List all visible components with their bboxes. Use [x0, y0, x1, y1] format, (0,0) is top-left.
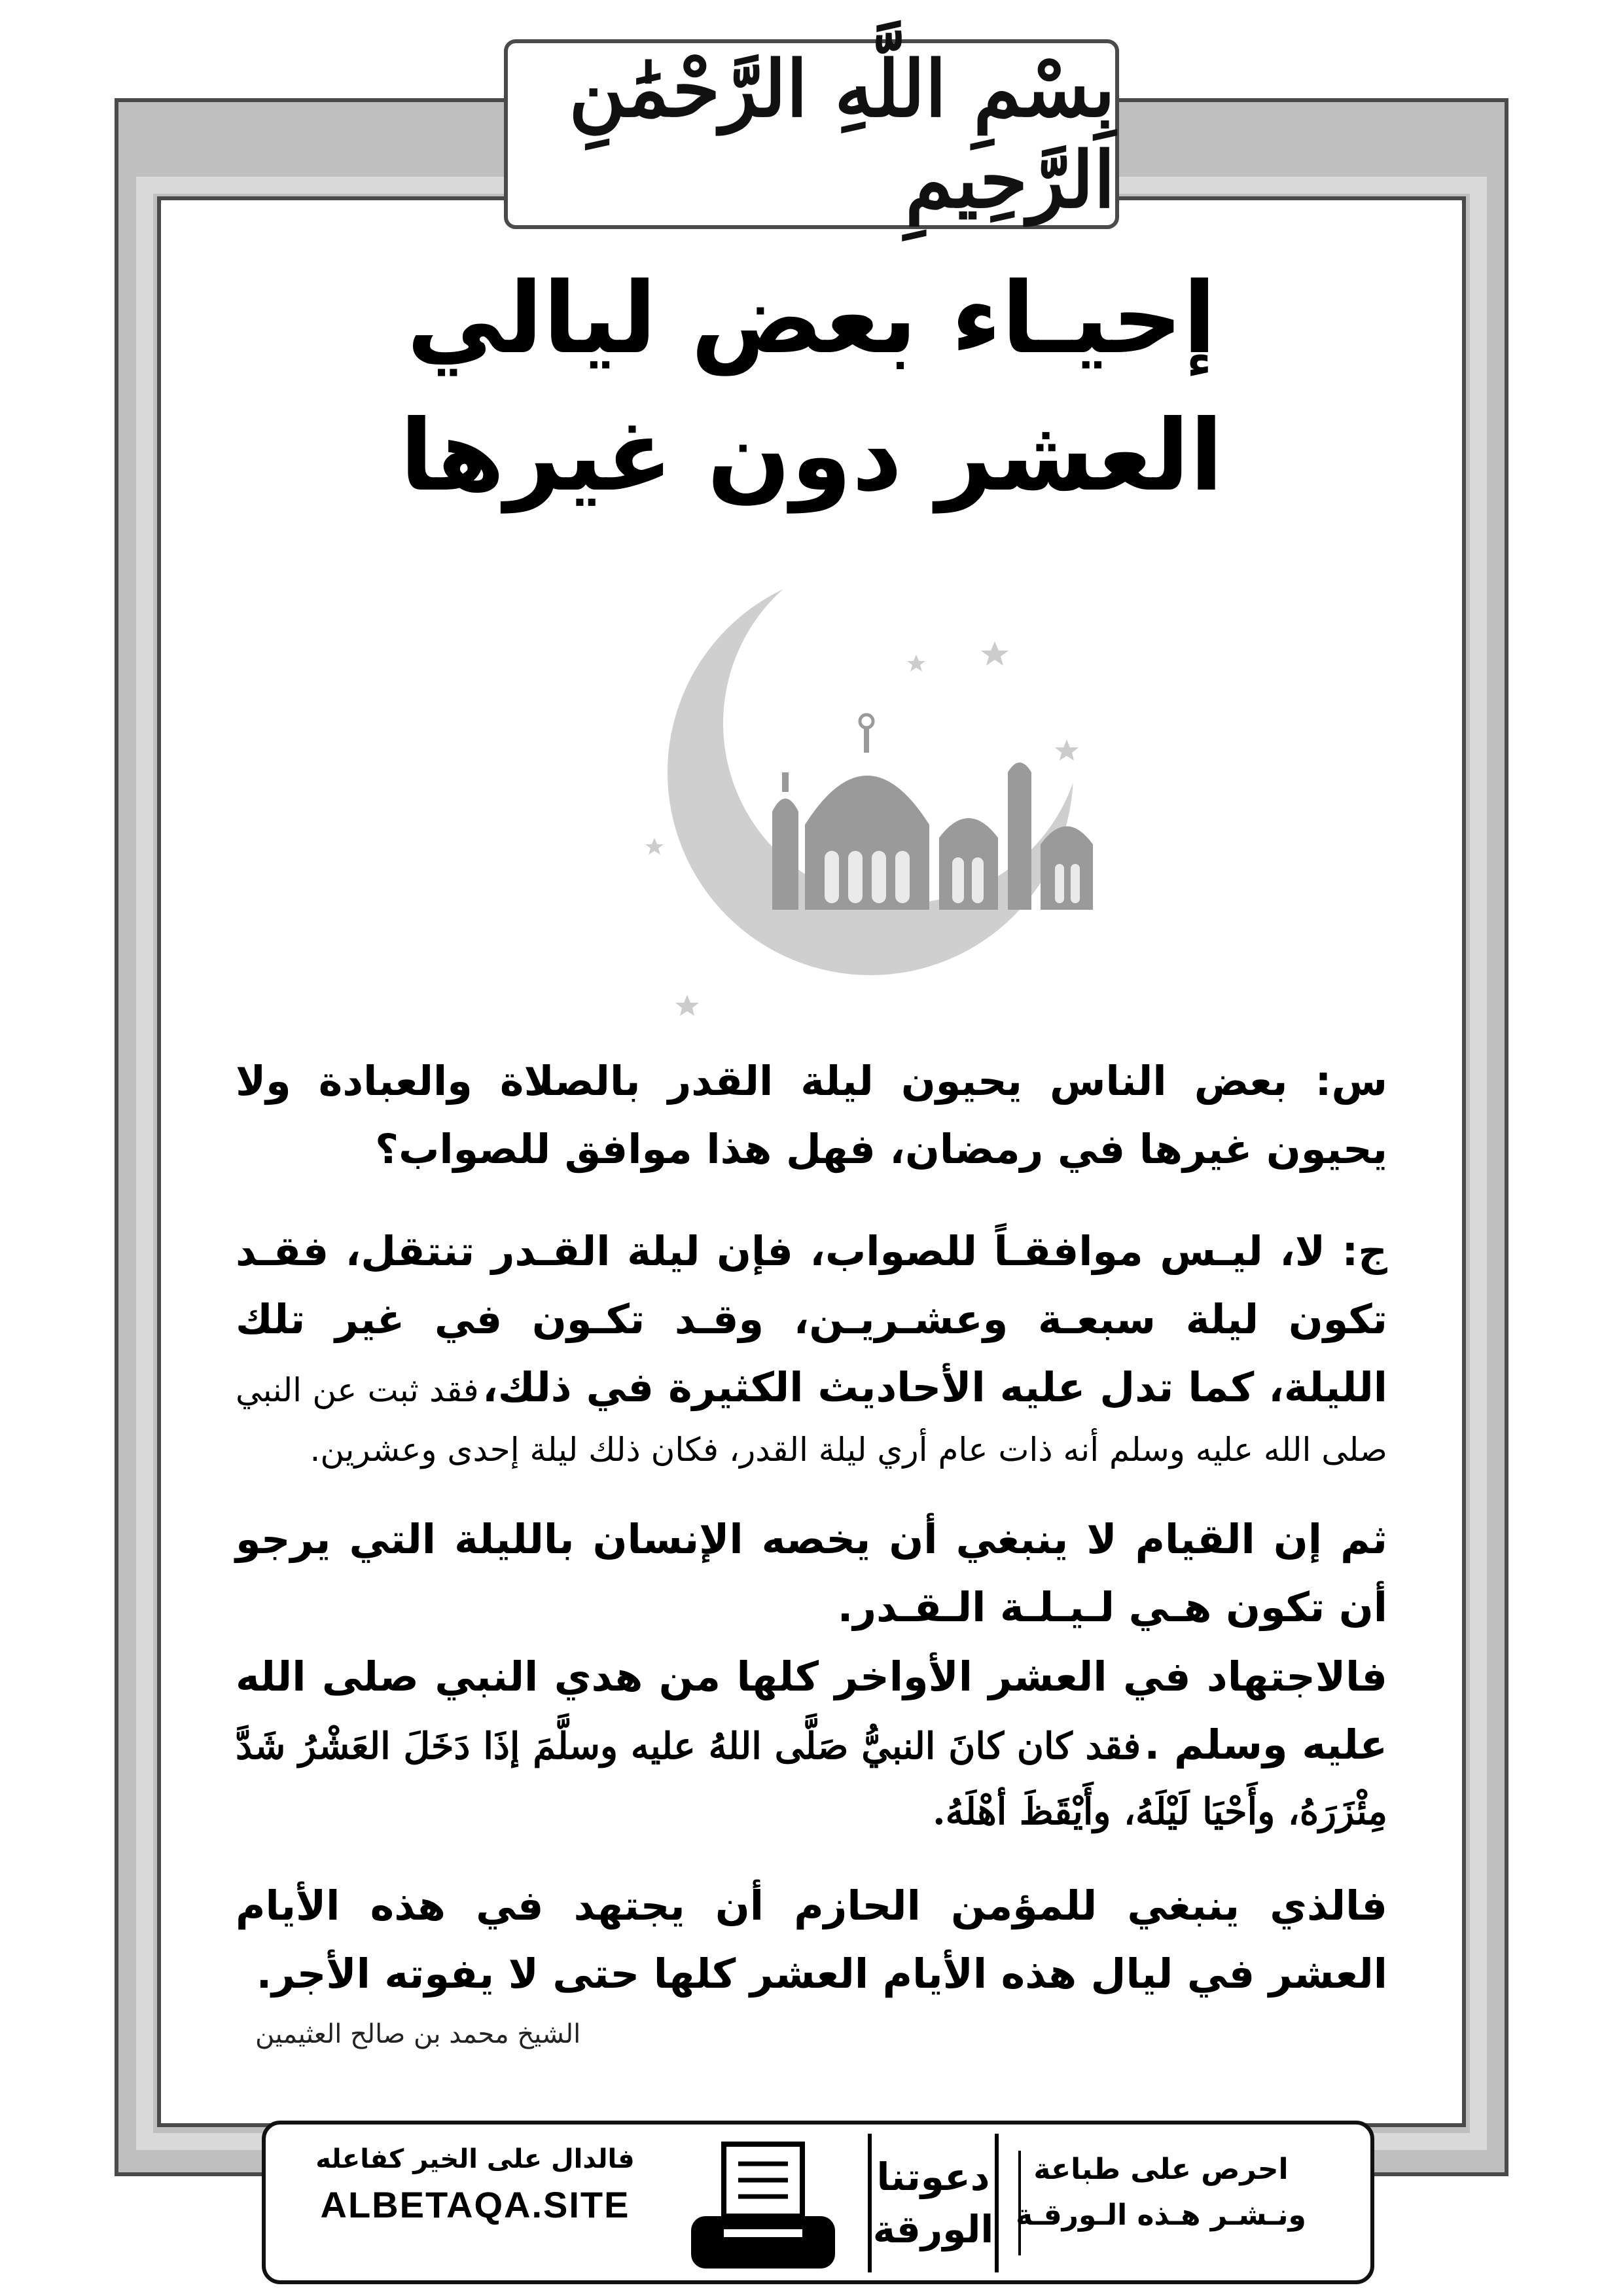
basmala: بِسْمِ اللَّهِ الرَّحْمَٰنِ الرَّحِيمِ — [569, 43, 1115, 225]
print-notice-line-2: ونـشـر هـذه الـورقـة — [1016, 2198, 1306, 2232]
footer-site-block — [292, 2144, 658, 2226]
hadith-quote: فقد كان كانَ النبيُّ صَلَّى اللهُ عليه وسلَّمَ إذَا دَخَلَ العَشْرُ شَدَّ مِئْزَرَهُ، وأَحْيَا لَيْلَهُ، وأَيْقَظَ أهْلَهُ. — [236, 1725, 1387, 1833]
footer-slogan: فالدال على الخير كفاعله — [315, 2144, 635, 2174]
print-notice — [991, 2147, 1331, 2238]
site-link[interactable]: ALBETAQA.SITE — [320, 2184, 630, 2225]
question-text: س: بعض الناس يحيون ليلة القدر بالصلاة والعبادة ولا يحيون غيرها في رمضان، فهل هذا موافق للصواب؟ — [236, 1057, 1387, 1173]
crescent-icon — [641, 576, 1165, 1047]
author-signature: الشيخ محمد بن صالح العثيمين — [255, 2019, 581, 2049]
basmala-plaque — [504, 39, 1119, 229]
page-title-line-2: العشر دون غيرها — [399, 399, 1224, 513]
answer-block — [236, 1217, 1387, 1478]
answer-paragraph-3-text: فالاجتهاد في العشر الأواخر كلها من هدي النبي صلى الله عليه وسلم . — [236, 1653, 1387, 1768]
page-title-line-1: إحيـاء بعض ليالي — [406, 262, 1217, 376]
answer-paragraph-1: ج: لا، ليـس موافقـاً للصواب، فإن ليلة القـدر تنتقل، فقـد تكون ليلة سبعـة وعشـريـن، وقـد تكـون في غير تلك الليلة، كما تدل عليه الأحاديث الكثيرة في ذلك، — [236, 1227, 1387, 1411]
logo-line-2: الورقة — [872, 2207, 994, 2251]
crescent-mosque-illustration — [641, 576, 1165, 1047]
logo-line-1: دعوتنا — [876, 2155, 990, 2199]
print-notice-line-1: احرص على طباعة — [1033, 2153, 1289, 2186]
answer-paragraph-2: ثم إن القيام لا ينبغي أن يخصه الإنسان بالليلة التي يرجو أن تكون هـي لـيـلـة الـقـدر. — [236, 1515, 1387, 1631]
answer-paragraph-4: فالذي ينبغي للمؤمن الحازم أن يجتهد في هذه الأيام العشر في ليال هذه الأيام العشر كلها حتى لا يفوته الأجر. — [236, 1882, 1387, 1998]
answer-hadith-note: فقد ثبت عن النبي صلى الله عليه وسلم أنه ذات عام أري ليلة القدر، فكان ذلك ليلة إحدى وعشرين. — [236, 1371, 1387, 1469]
printer-icon — [685, 2138, 842, 2275]
footer-bar — [262, 2121, 1374, 2284]
answer-paragraph-3 — [236, 1643, 1387, 1844]
dawatuna-logo — [868, 2134, 999, 2272]
